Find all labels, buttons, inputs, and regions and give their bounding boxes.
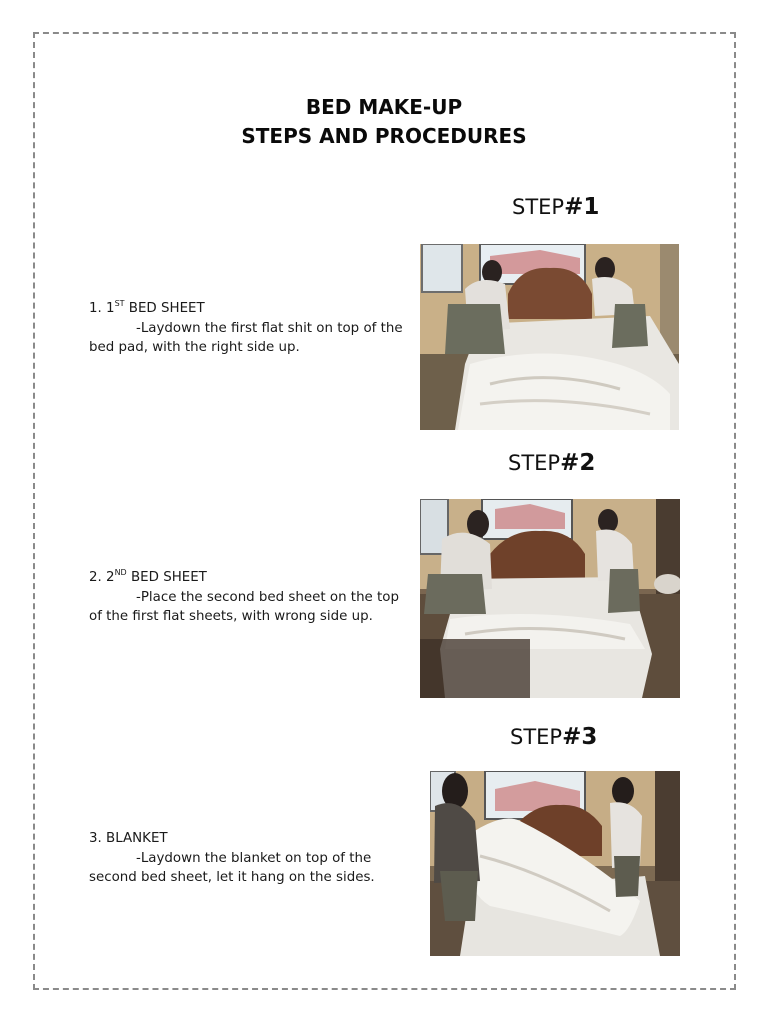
step-2-label — [508, 450, 595, 476]
step-3-number: 3. BLANKET — [89, 831, 168, 846]
step-1-text — [89, 299, 409, 358]
photo-bed-second-sheet — [420, 499, 680, 698]
step-3-line-1: -Laydown the blanket on top of the — [136, 850, 372, 866]
step-1-heading — [89, 299, 409, 319]
step-2-label-number: #2 — [560, 450, 596, 476]
step-3-label-word: STEP — [510, 725, 563, 749]
step-1-number: 1. 1 — [89, 301, 115, 316]
step-3-label — [510, 724, 597, 750]
step-2-heading-rest: BED SHEET — [126, 570, 207, 585]
step-2-ordinal: ND — [114, 568, 127, 577]
step-2-line-2: of the first flat sheets, with wrong side up. — [89, 609, 373, 624]
step-1-line-1: -Laydown the first flat shit on top of the — [136, 320, 403, 336]
photo-bed-first-sheet — [420, 244, 679, 430]
document-title — [0, 93, 768, 151]
step-2-text — [89, 568, 409, 627]
step-1-line-2: bed pad, with the right side up. — [89, 340, 300, 355]
step-2-heading — [89, 568, 409, 588]
step-1-label — [512, 194, 599, 220]
step-2-label-word: STEP — [508, 451, 561, 475]
photo-bed-blanket — [430, 771, 680, 956]
step-1-label-number: #1 — [564, 194, 600, 220]
step-3-heading — [89, 829, 409, 849]
step-1-ordinal: ST — [114, 299, 125, 308]
step-3-text — [89, 829, 409, 888]
step-2-line-1: -Place the second bed sheet on the top — [136, 589, 399, 605]
step-3-label-number: #3 — [562, 724, 598, 750]
step-1-heading-rest: BED SHEET — [124, 301, 205, 316]
title-line-1: BED MAKE-UP — [305, 95, 463, 119]
title-line-2: STEPS AND PROCEDURES — [241, 124, 527, 148]
step-1-label-word: STEP — [512, 195, 565, 219]
step-2-number: 2. 2 — [89, 570, 115, 585]
step-3-line-2: second bed sheet, let it hang on the sides. — [89, 870, 375, 885]
